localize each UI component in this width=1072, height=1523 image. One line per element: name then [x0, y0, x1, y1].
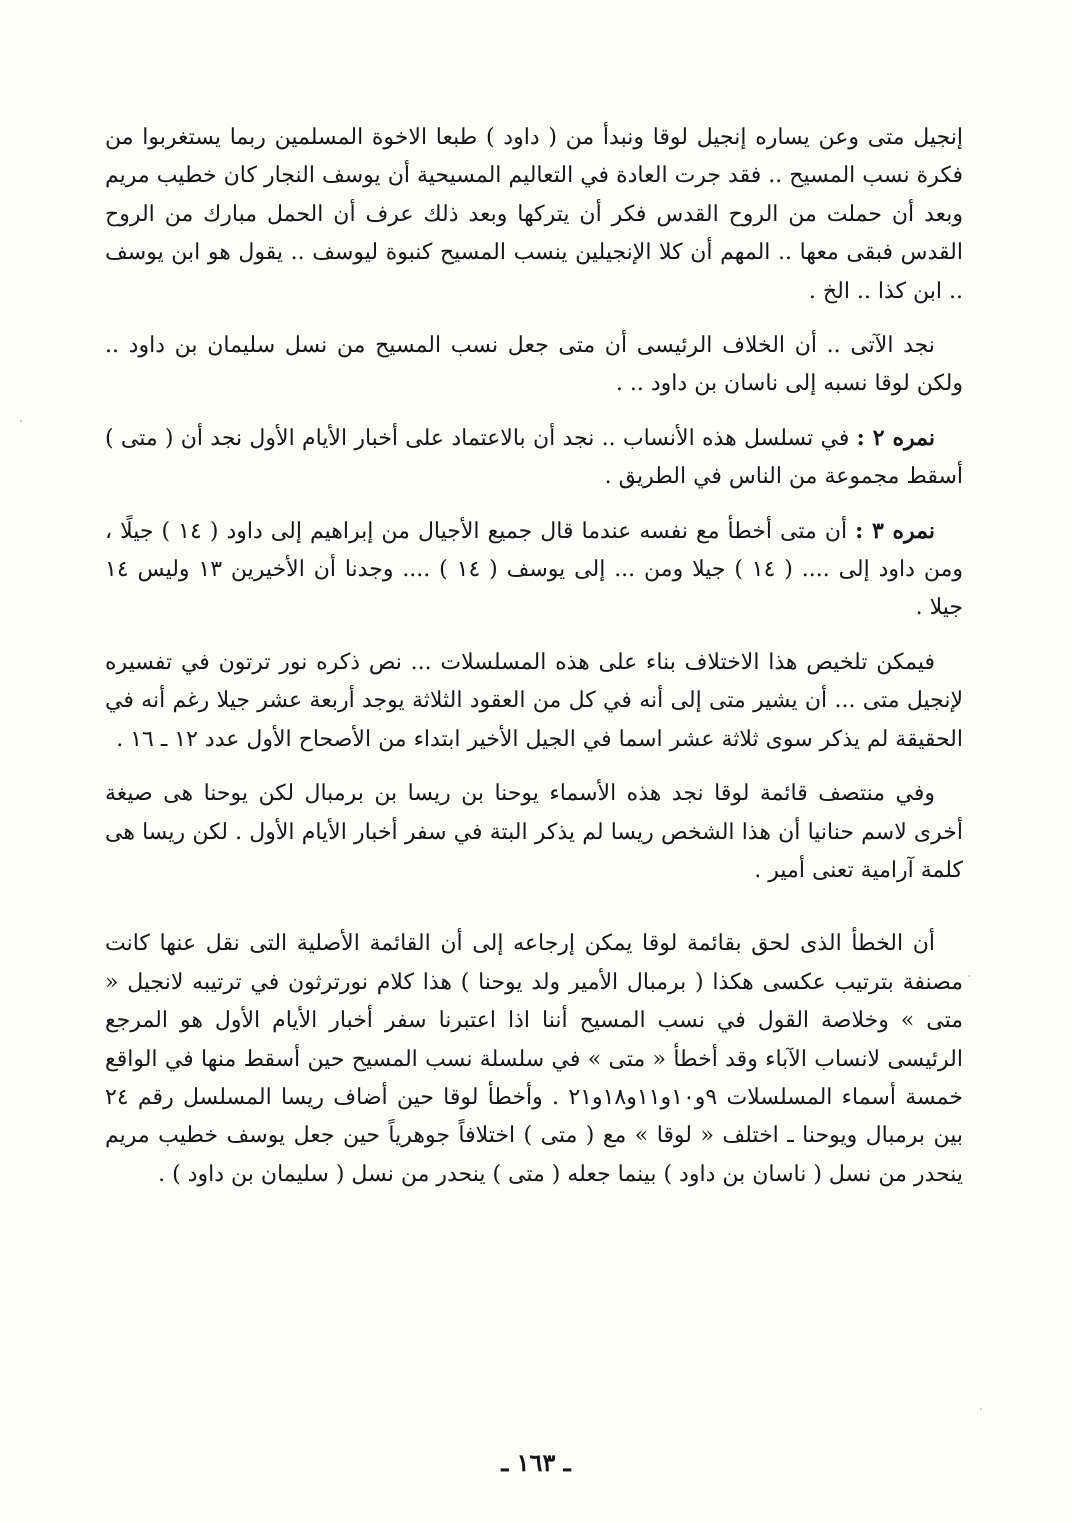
- paragraph-7: [105, 924, 963, 1194]
- paragraph-4-lead: نمره ٣ :: [855, 517, 936, 544]
- paragraph-5: [105, 643, 963, 759]
- paragraph-6: [105, 774, 963, 890]
- scan-speck: [968, 975, 970, 977]
- paragraph-5-text: فيمكن تلخيص هذا الاختلاف بناء على هذه المسلسلات ... نص ذكره نور ترتون في تفسيره لإنجيل متى ... أن يشير متى إلى أنه في كل من العقود الثلاثة يوجد أربعة عشر جيلا رغم أنه في الحقيقة لم يذكر سوى ثلاثة عشر اسما في الجيل الأخير ابتداء من الأصحاح الأول عدد ١٢ ـ ١٦ .: [105, 649, 963, 752]
- paragraph-1: [105, 118, 963, 311]
- paragraph-3: [105, 419, 963, 497]
- paragraph-3-lead: نمره ٢ :: [856, 424, 936, 451]
- paragraph-2-text: نجد الآتى .. أن الخلاف الرئيسى أن متى جعل نسب المسيح من نسل سليمان بن داود .. ولكن لوقا نسبه إلى ناسان بن داود .. .: [105, 333, 963, 397]
- scan-speck: [20, 420, 22, 422]
- page-number: ـ ١٦٣ ـ: [501, 1448, 571, 1477]
- body-text: [105, 118, 963, 1209]
- paragraph-4: [105, 512, 963, 628]
- paragraph-6-text: وفي منتصف قائمة لوقا نجد هذه الأسماء يوحنا بن ريسا بن برمبال لكن يوحنا هى صيغة أخرى لاسم حنانيا أن هذا الشخص ريسا لم يذكر البتة في سفر أخبار الأيام الأول . لكن ريسا هى كلمة آرامية تعنى أمير .: [105, 781, 963, 883]
- paragraph-2: [105, 326, 963, 404]
- paragraph-3-text: في تسلسل هذه الأنساب .. نجد أن بالاعتماد على أخبار الأيام الأول نجد أن ( متى ) أسقط مجموعة من الناس في الطريق .: [105, 425, 963, 490]
- paragraph-4-text: أن متى أخطأ مع نفسه عندما قال جميع الأجيال من إبراهيم إلى داود ( ١٤ ) جيلًا ، ومن داود إلى .... ( ١٤ ) جيلا ومن ... إلى يوسف ( ١٤ ) .... وجدنا أن الأخيرين ١٣ وليس ١٤ جيلا .: [105, 518, 963, 621]
- paragraph-1-text: إنجيل متى وعن يساره إنجيل لوقا ونبدأ من ( داود ) طبعا الاخوة المسلمين ربما يستغربوا من فكرة نسب المسيح .. فقد جرت العادة في التعاليم المسيحية أن يوسف النجار كان خطيب مريم وبعد أن حملت من الروح القدس فكر أن يتركها وبعد ذلك عرف أن الحمل مبارك من الروح القدس فبقى معها .. المهم أن كلا الإنجيلين ينسب المسيح كنبوة ليوسف .. يقول هو ابن يوسف .. ابن كذا .. الخ .: [105, 125, 963, 304]
- scan-speck: [980, 1408, 982, 1410]
- paragraph-7-text: أن الخطأ الذى لحق بقائمة لوقا يمكن إرجاعه إلى أن القائمة الأصلية التى نقل عنها كانت مصنفة بترتيب عكسى هكذا ( برمبال الأمير ولد يوحنا ) هذا كلام نورترثون في ترتيبه لانجيل « متى » وخلاصة القول في نسب المسيح أننا اذا اعتبرنا سفر أخبار الأيام الأول هو المرجع الرئيسى لانساب الآباء وقد أخطأ « متى » في سلسلة نسب المسيح حين أسقط منها في الواقع خمسة أسماء المسلسلات ٩و١٠و١١و١٨و٢١ . وأخطأ لوقا حين أضاف ريسا المسلسل رقم ٢٤ بين برمبال ويوحنا ـ اختلف « لوقا » مع ( متى ) اختلافاً جوهرياً حين جعل يوسف خطيب مريم ينحدر من نسل ( ناسان بن داود ) بينما جعله ( متى ) ينحدر من نسل ( سليمان بن داود ) .: [105, 931, 963, 1187]
